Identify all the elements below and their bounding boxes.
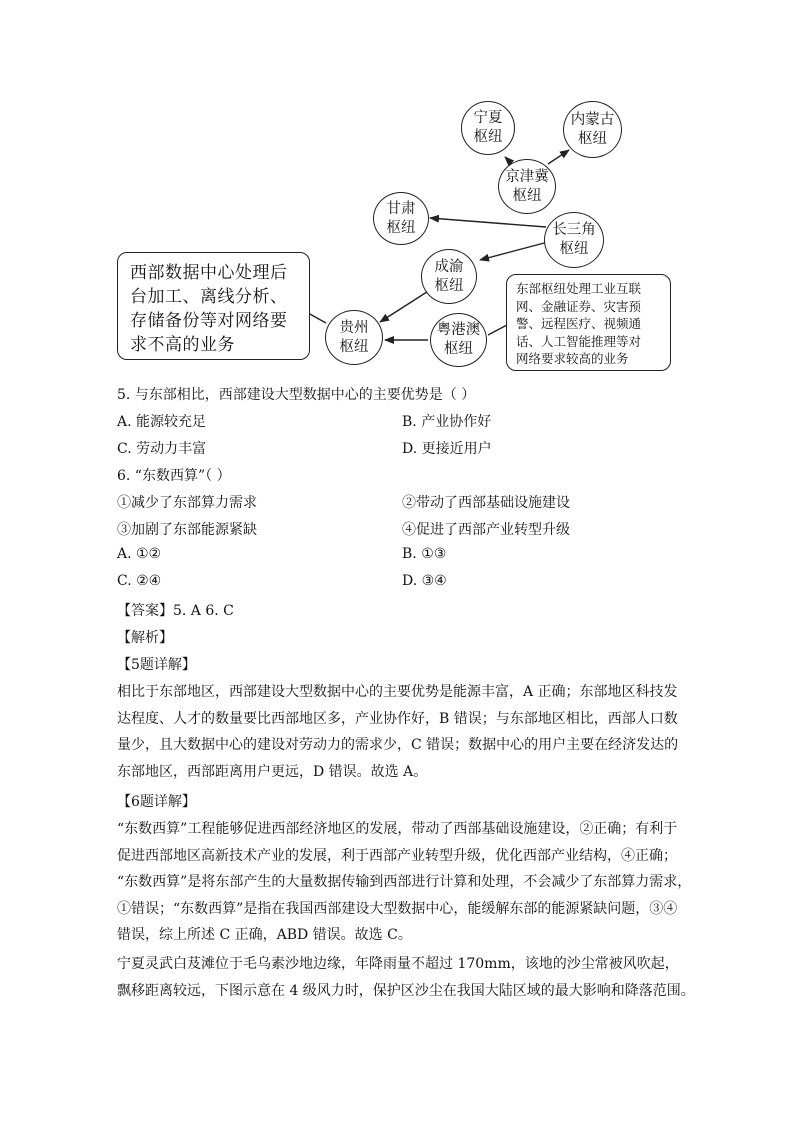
question-5-stem: 5. 与东部相比，西部建设大型数据中心的主要优势是（ ） (117, 387, 476, 403)
q5-explanation-heading: 【5题详解】 (117, 657, 196, 673)
callout-east-hub: 东部枢纽处理工业互联 网、金融证券、灾害预 警、远程医疗、视频通 话、人工智能推理等对 网络要求较高的业务 (506, 274, 671, 371)
question-6-option-b: B. ①③ (402, 546, 447, 562)
callout-west-data-center: 西部数据中心处理后 台加工、离线分析、 存储备份等对网络要 求不高的业务 (117, 252, 310, 360)
explanation-line: ①错误；“东数西算”是指在我国西部建设大型数据中心，能缓解东部的能源紧缺问题，③④ (117, 900, 678, 917)
explanation-line: 相比于东部地区，西部建设大型数据中心的主要优势是能源丰富，A 正确；东部地区科技发 (117, 684, 678, 700)
intro-line: 宁夏灵武白芨滩位于毛乌素沙地边缘，年降雨量不超过 170mm，该地的沙尘常被风吹起， (117, 956, 679, 972)
intro-line: 飘移距离较远，下图示意在 4 级风力时，保护区沙尘在我国大陆区域的最大影响和降落范围。 (117, 982, 695, 999)
next-question-intro (117, 951, 695, 1004)
question-5-option-a: A. 能源较充足 (117, 414, 207, 430)
arrow-jingjinji-to-neimenggu (548, 150, 569, 164)
explanation-line: 促进西部地区高新技术产业的发展，利于西部产业转型升级，优化西部产业结构，④正确； (117, 847, 677, 864)
node-neimenggu-hub: 内蒙古 枢纽 (563, 101, 622, 158)
question-6-statement-2: ②带动了西部基础设施建设 (402, 495, 570, 511)
node-guizhou-hub: 贵州 枢纽 (325, 310, 383, 365)
callout-east-pointer (488, 325, 507, 335)
explanation-line: 东部地区，西部距离用户更远，D 错误。故选 A。 (117, 763, 428, 780)
question-5-option-c: C. 劳动力丰富 (117, 441, 207, 457)
answer-line: 【答案】5. A 6. C (117, 603, 234, 619)
question-6-option-a: A. ①② (117, 546, 162, 562)
q6-explanation (117, 816, 692, 949)
question-5-option-d: D. 更接近用户 (402, 441, 492, 457)
explanation-line: 达程度、人才的数量要比西部地区多，产业协作好，B 错误；与东部地区相比，西部人口数 (117, 710, 678, 727)
question-6-statement-4: ④促进了西部产业转型升级 (402, 522, 570, 538)
question-6-statement-3: ③加剧了东部能源紧缺 (117, 522, 257, 538)
node-changsanjiao-hub: 长三角 枢纽 (544, 212, 604, 268)
question-5-option-b: B. 产业协作好 (402, 414, 492, 430)
callout-west-pointer (308, 313, 326, 323)
hub-network-diagram (0, 0, 794, 380)
explanation-line: 错误，综上所述 C 正确，ABD 错误。故选 C。 (117, 927, 412, 943)
node-ningxia-hub: 宁夏 枢纽 (461, 101, 515, 155)
node-gansu-hub: 甘肃 枢纽 (373, 192, 429, 245)
question-6-option-c: C. ②④ (117, 573, 162, 589)
analysis-heading: 【解析】 (117, 630, 173, 646)
question-6-stem: 6. “东数西算”（ ） (117, 468, 231, 484)
question-6-statement-1: ①减少了东部算力需求 (117, 495, 257, 511)
arrow-chengyu-to-guizhou (380, 290, 430, 322)
question-6-option-d: D. ③④ (402, 573, 447, 589)
node-jingjinji-hub: 京津冀 枢纽 (498, 159, 556, 214)
explanation-line: “东数西算”工程能够促进西部经济地区的发展，带动了西部基础设施建设，②正确；有利于 (117, 821, 678, 837)
q6-explanation-heading: 【6题详解】 (117, 794, 196, 810)
explanation-line: “东数西算”是将东部产生的大量数据传输到西部进行计算和处理，不会减少了东部算力需求， (117, 874, 692, 890)
node-yuegangao-hub: 粤港澳 枢纽 (430, 313, 487, 367)
q5-explanation (117, 679, 677, 785)
arrow-changsanjiao-to-chengyu (480, 242, 548, 260)
node-chengyu-hub: 成渝 枢纽 (421, 249, 477, 304)
explanation-line: 量少，且大数据中心的建设对劳动力的需求少，C 错误；数据中心的用户主要在经济发达的 (117, 737, 679, 753)
arrow-changsanjiao-to-gansu (430, 218, 546, 227)
